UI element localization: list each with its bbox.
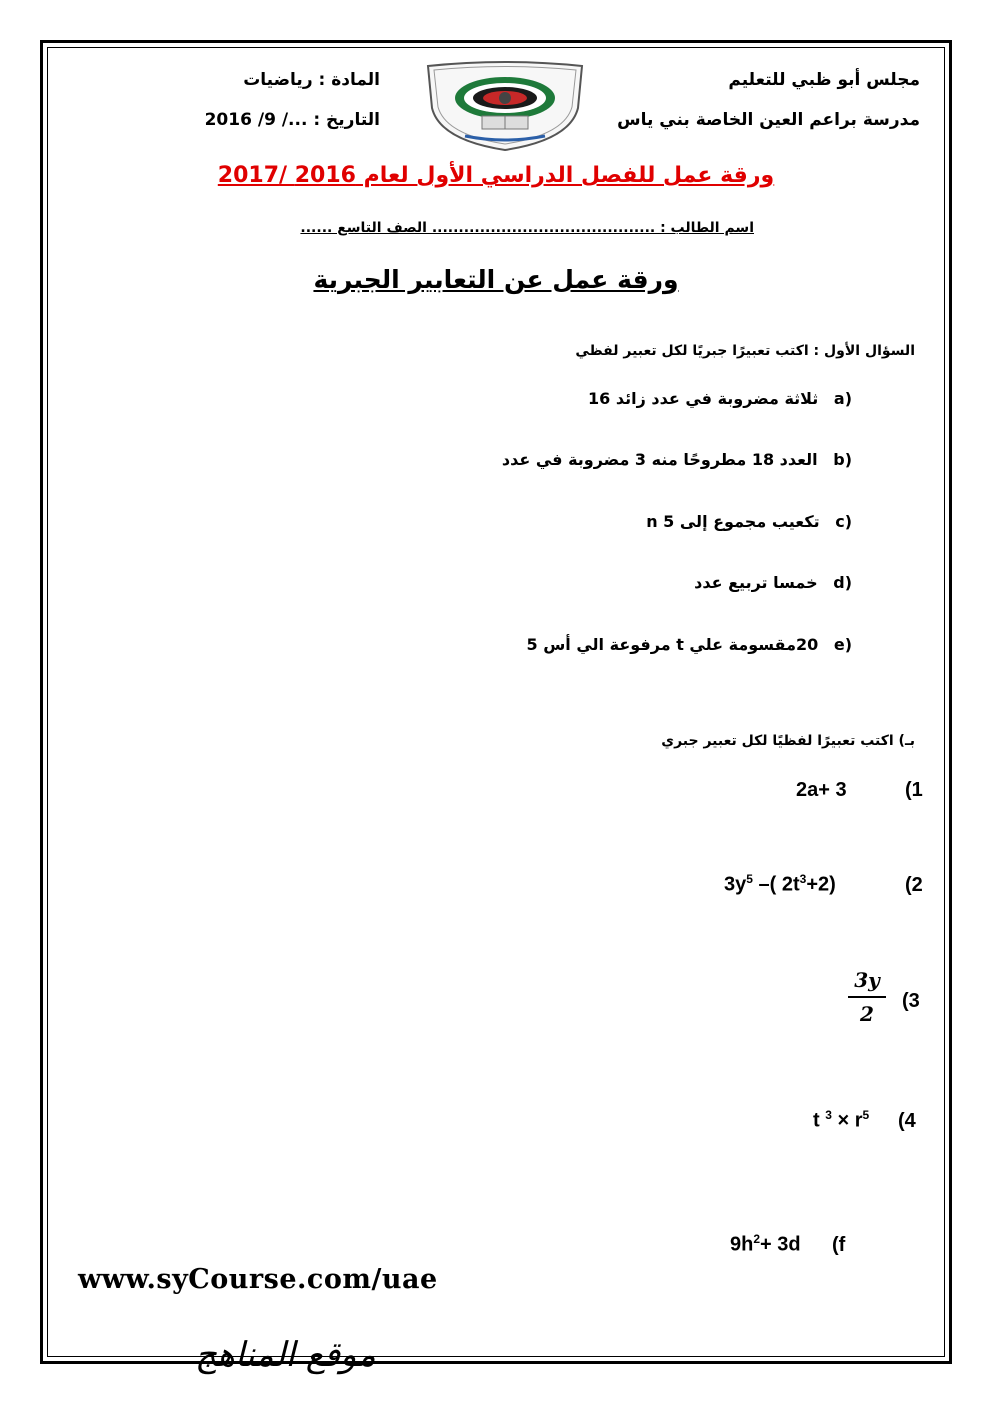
- website-watermark: www.syCourse.com/uae: [78, 1264, 438, 1295]
- q2-label-2: (2: [905, 874, 923, 896]
- q2-expr-4: t $^3 \times r^5$: [813, 1108, 870, 1132]
- q2-label-4: (4: [898, 1110, 916, 1132]
- q2-label-3: (3: [902, 990, 920, 1012]
- worksheet-main-title: ورقة عمل عن التعابير الجبرية: [313, 265, 679, 294]
- q1-item-c: n تكعيب مجموع إلى 5 c): [646, 512, 852, 531]
- page-border-inner: [47, 47, 945, 1357]
- council-name: مجلس أبو ظبي للتعليم: [728, 70, 920, 90]
- subject-label: المادة : رياضيات: [243, 70, 380, 90]
- q2-expr-2: $3y^5$ –( $2t^3+2$): [724, 872, 836, 896]
- student-name-line: اسم الطالب : .......................................... الصف التاسع ......: [300, 220, 754, 236]
- worksheet-semester-title: ورقة عمل للفصل الدراسي الأول لعام 2016 /2017: [217, 163, 775, 188]
- q1-item-d: خمسا تربيع عدد d): [694, 573, 852, 592]
- question2-heading: بـ) اكتب تعبيرًا لفظيًا لكل تعبير جبري: [661, 733, 915, 749]
- q1-item-a: ثلاثة مضروبة في عدد زائد 16 a): [588, 389, 852, 408]
- handwritten-signature: موقع المناهج: [195, 1335, 376, 1375]
- q1-item-b: العدد 18 مطروحًا منه 3 مضروبة في عدد b): [501, 450, 852, 469]
- q2-expr-f: $9h^2+ 3d$: [730, 1232, 801, 1256]
- date-label: التاريخ : .../ 9/ 2016: [204, 110, 380, 130]
- q2-label-1: (1: [905, 779, 923, 801]
- q1-item-e: 20مقسومة علي t مرفوعة الي أس 5 e): [526, 635, 852, 654]
- q2-label-f: (f: [832, 1234, 846, 1256]
- school-logo: [420, 60, 590, 152]
- question1-heading: السؤال الأول : اكتب تعبيرًا جبريًا لكل تعبير لفظي: [575, 343, 915, 359]
- school-name: مدرسة براعم العين الخاصة بني ياس: [617, 110, 920, 130]
- q2-expr-1: 2a+ 3: [796, 779, 847, 801]
- q2-fraction-3: $\frac{3y}{2}$: [848, 968, 886, 1026]
